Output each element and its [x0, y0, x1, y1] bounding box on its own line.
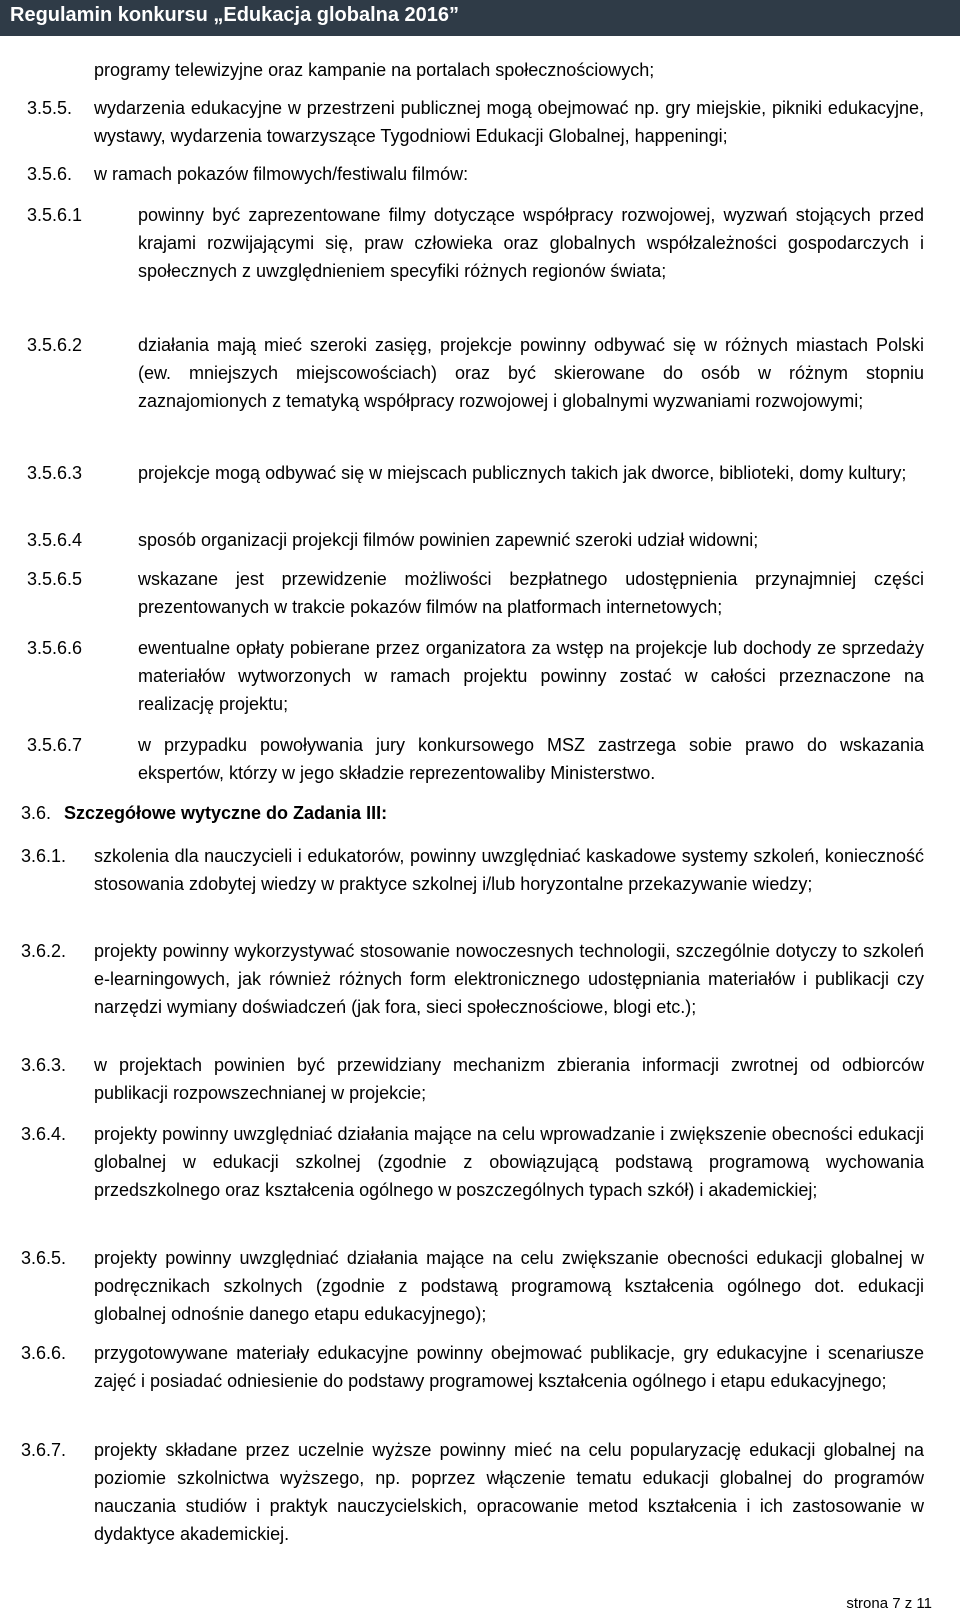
item-text: ewentualne opłaty pobierane przez organizatora za wstęp na projekcje lub dochody ze sprzedaży materiałów wytworzonych w ramach projektu powinny zostać w całości przeznaczone na realizację projektu; — [138, 638, 924, 714]
item-text: sposób organizacji projekcji filmów powinien zapewnić szeroki udział widowni; — [138, 530, 759, 550]
item-number: 3.6.4. — [21, 1124, 67, 1144]
item-text: projekty powinny wykorzystywać stosowanie nowoczesnych technologii, szczególnie dotyczy to szkoleń e-learningowych, jak również różnych form elektronicznego udostępniania materiałów i publikacji czy narzędzi wymiany doświadczeń (jak fora, sieci społecznościowe, blogi etc.); — [94, 941, 924, 1017]
item-number: 3.5.6.5 — [27, 569, 83, 589]
document-header — [0, 0, 960, 36]
item-text: projekty powinny uwzględniać działania mające na celu wprowadzanie i zwiększenie obecności edukacji globalnej w edukacji szkolnej (zgodnie z obowiązującą podstawą programową wychowania przedszkolnego oraz kształcenia ogólnego w poszczególnych typach szkół) i akademickiej; — [94, 1124, 924, 1200]
document-title: Regulamin konkursu „Edukacja globalna 2016” — [10, 4, 460, 26]
item-number: 3.5.5. — [27, 98, 73, 118]
item-number: 3.5.6.6 — [27, 638, 83, 658]
item-text: projekcje mogą odbywać się w miejscach publicznych takich jak dworce, biblioteki, domy kultury; — [138, 463, 907, 483]
item-text: wydarzenia edukacyjne w przestrzeni publicznej mogą obejmować np. gry miejskie, pikniki edukacyjne, wystawy, wydarzenia towarzyszące Tygodniowi Edukacji Globalnej, happeningi; — [94, 98, 924, 146]
item-number: 3.6.3. — [21, 1055, 67, 1075]
item-number: 3.6.7. — [21, 1440, 67, 1460]
item-number: 3.6.1. — [21, 846, 67, 866]
item-text: w ramach pokazów filmowych/festiwalu filmów: — [94, 164, 469, 184]
item-number: 3.5.6.1 — [27, 205, 83, 225]
item-text: projekty powinny uwzględniać działania mające na celu zwiększanie obecności edukacji globalnej w podręcznikach szkolnych (zgodnie z podstawą programową kształcenia ogólnego dot. edukacji globalnej odnośnie danego etapu edukacyjnego); — [94, 1248, 924, 1324]
item-number: 3.5.6.3 — [27, 463, 83, 483]
item-number: 3.5.6.2 — [27, 335, 83, 355]
item-text: przygotowywane materiały edukacyjne powinny obejmować publikacje, gry edukacyjne i scenariusze zajęć i posiadać odniesienie do podstawy programowej kształcenia ogólnego i etapu edukacyjnego; — [94, 1343, 924, 1391]
item-text: szkolenia dla nauczycieli i edukatorów, powinny uwzględniać kaskadowe systemy szkoleń, konieczność stosowania zdobytej wiedzy w praktyce szkolnej i/lub horyzontalne przekazywanie wiedzy; — [94, 846, 924, 894]
item-number: 3.5.6. — [27, 164, 73, 184]
item-text: wskazane jest przewidzenie możliwości bezpłatnego udostępnienia przynajmniej części prezentowanych w trakcie pokazów filmów na platformach internetowych; — [138, 569, 924, 617]
item-text: projekty składane przez uczelnie wyższe powinny mieć na celu popularyzację edukacji globalnej na poziomie szkolnictwa wyższego, np. poprzez włączenie tematu edukacji globalnej do programów nauczania studiów i praktyk nauczycielskich, opracowanie metod kształcenia i ich zastosowanie w dydaktyce akademickiej. — [94, 1440, 924, 1544]
item-number: 3.6.5. — [21, 1248, 67, 1268]
item-text: działania mają mieć szeroki zasięg, projekcje powinny odbywać się w różnych miastach Polski (ew. mniejszych miejscowościach) oraz być skierowane do osób w różnym stopniu zaznajomionych z tematyką współpracy rozwojowej i globalnymi wyzwaniami rozwojowymi; — [138, 335, 924, 411]
item-text: w projektach powinien być przewidziany mechanizm zbierania informacji zwrotnej od odbiorców publikacji rozpowszechnianej w projekcie; — [94, 1055, 924, 1103]
item-text: programy telewizyjne oraz kampanie na portalach społecznościowych; — [94, 60, 655, 80]
item-number: 3.6.2. — [21, 941, 67, 961]
item-text: powinny być zaprezentowane filmy dotyczące współpracy rozwojowej, wyzwań stojących przed krajami rozwijającymi się, praw człowieka oraz globalnych współzależności gospodarczych i społecznych z uwzględnieniem specyfiki różnych regionów świata; — [138, 205, 924, 281]
section-number: 3.6. — [21, 803, 52, 823]
item-number: 3.5.6.4 — [27, 530, 83, 550]
item-number: 3.6.6. — [21, 1343, 67, 1363]
item-number: 3.5.6.7 — [27, 735, 83, 755]
section-title: Szczegółowe wytyczne do Zadania III: — [64, 803, 388, 823]
page-number: strona 7 z 11 — [846, 1595, 932, 1612]
item-text: w przypadku powoływania jury konkursowego MSZ zastrzega sobie prawo do wskazania ekspertów, którzy w jego składzie reprezentowaliby Ministerstwo. — [138, 735, 924, 783]
